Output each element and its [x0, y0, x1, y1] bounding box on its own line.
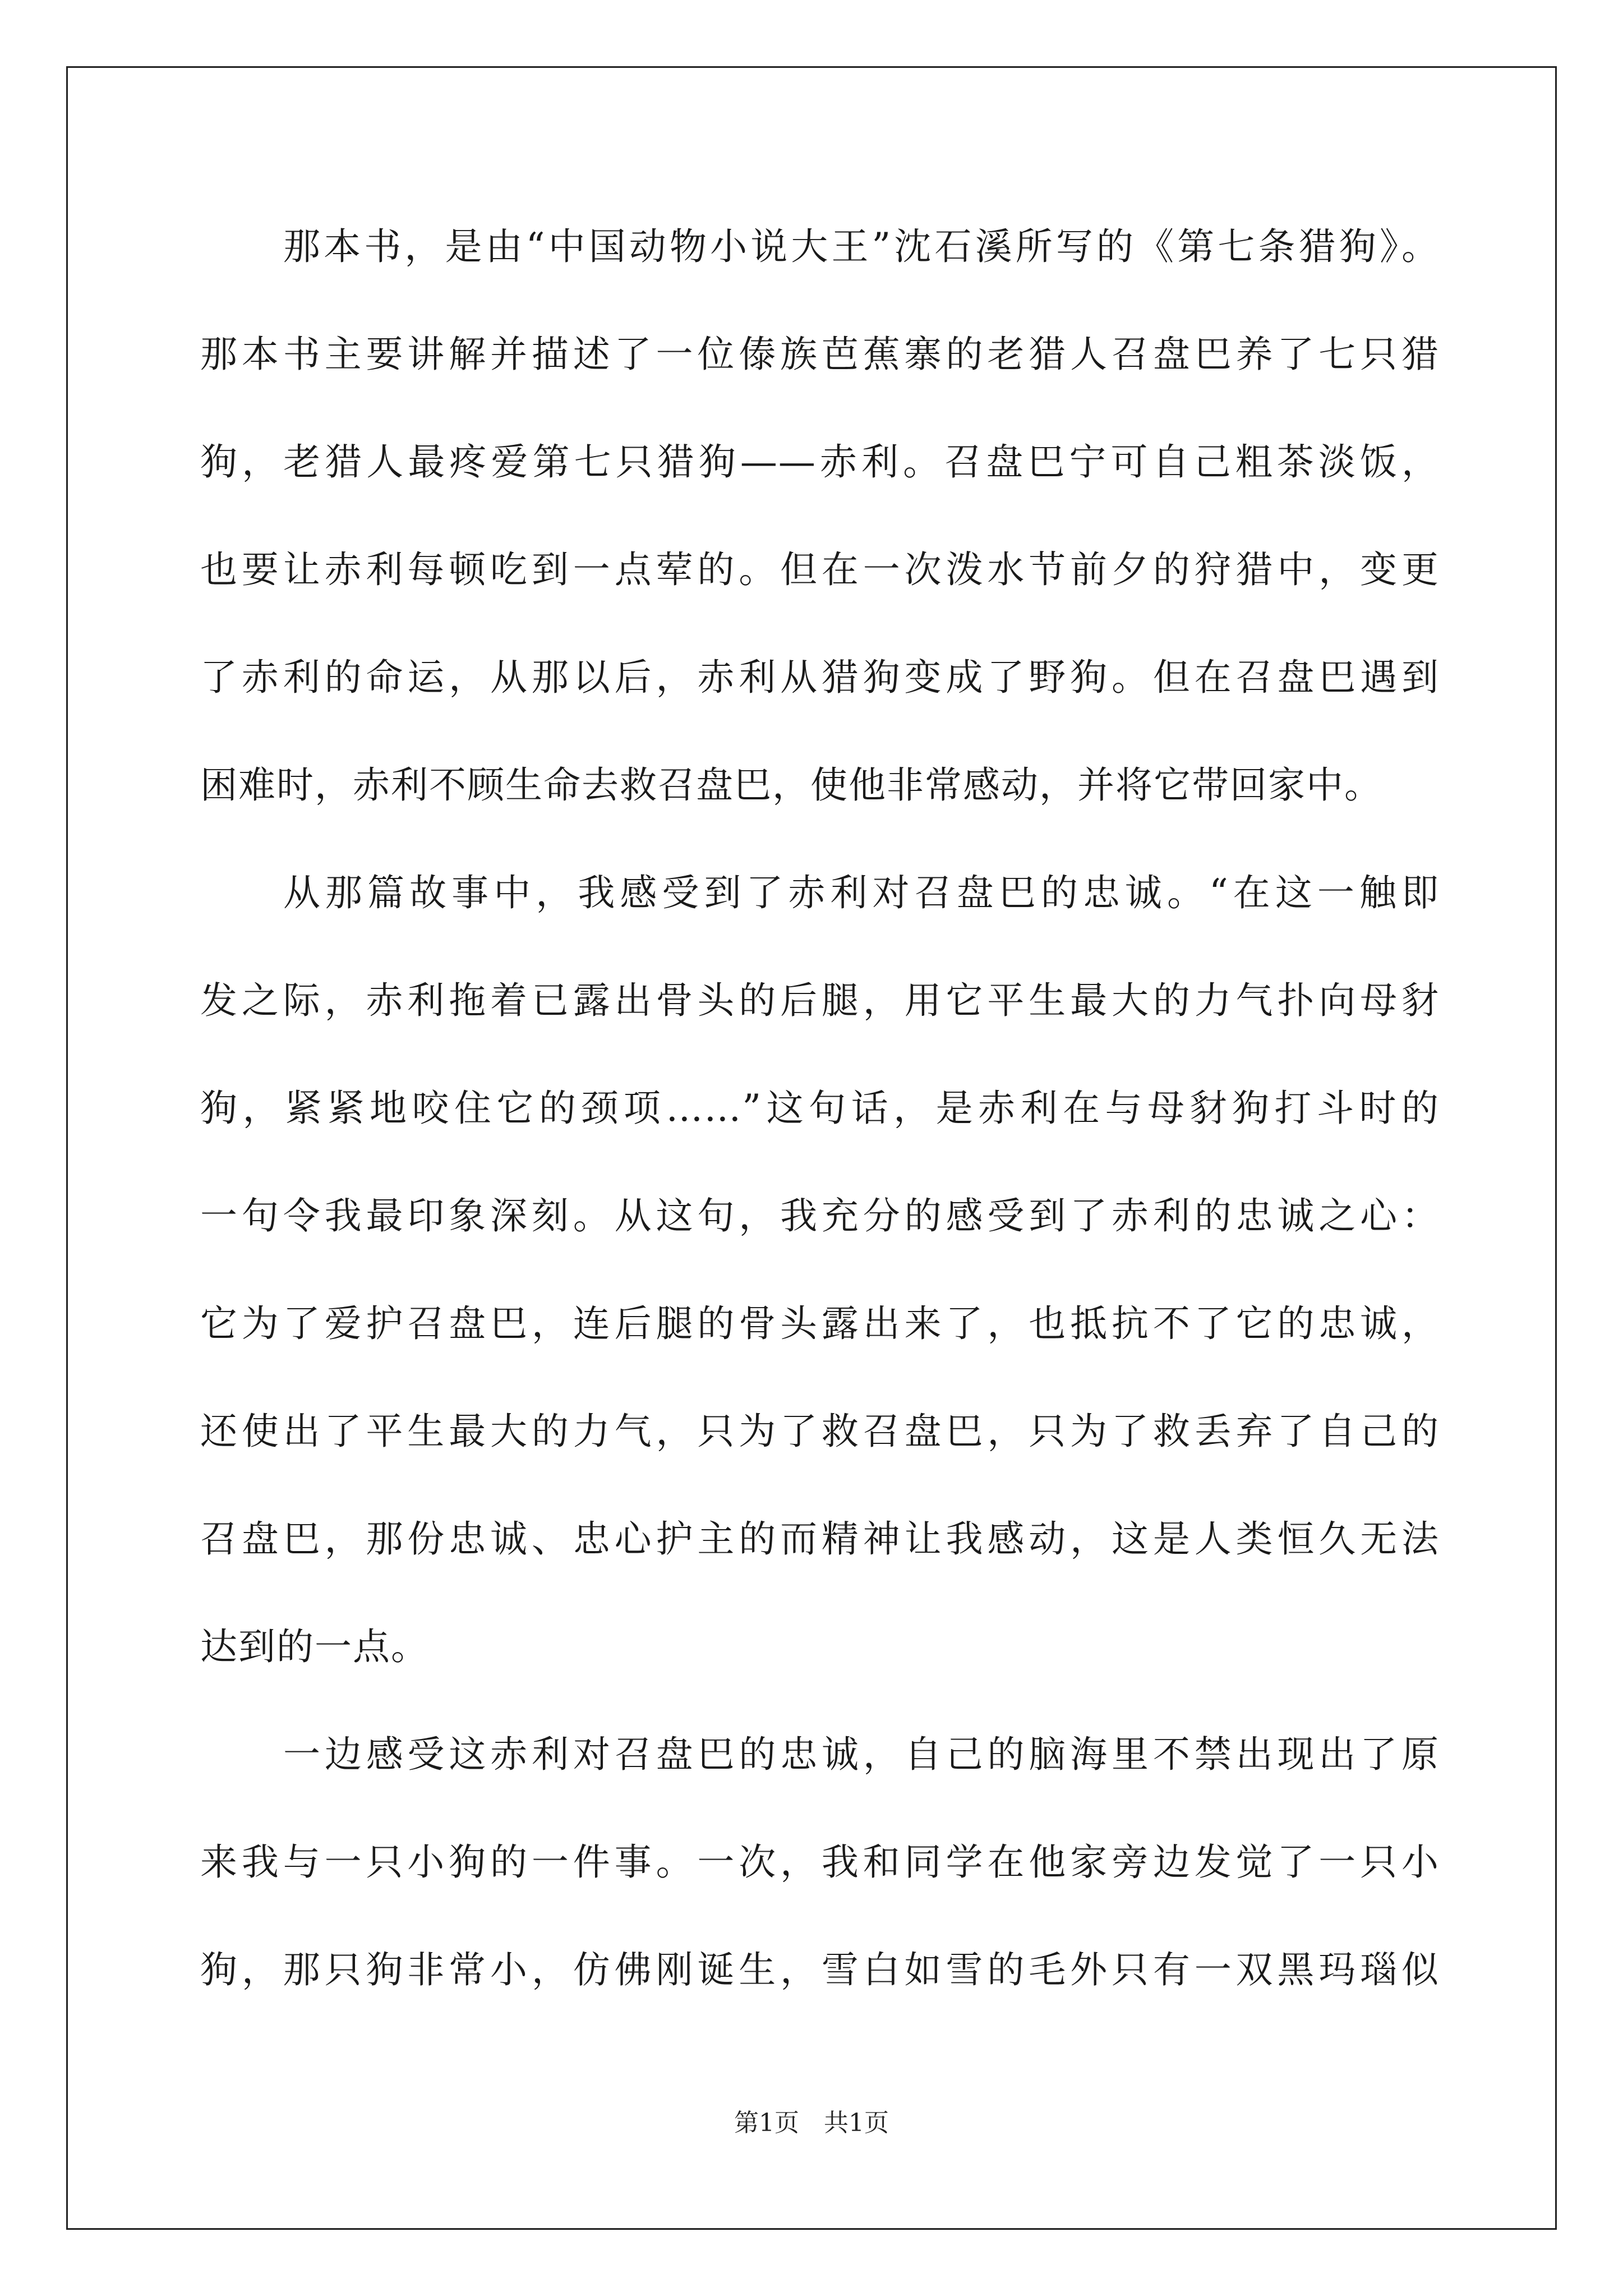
text-line: 也要让赤利每顿吃到一点荤的。但在一次泼水节前夕的狩猎中，变更 [200, 548, 1440, 591]
text-line: 那本书主要讲解并描述了一位傣族芭蕉寨的老猎人召盘巴养了七只猎 [200, 333, 1440, 376]
text-line: 困难时，赤利不顾生命去救召盘巴，使他非常感动，并将它带回家中。 [200, 763, 1382, 807]
text-line: 狗，紧紧地咬住它的颈项……”这句话，是赤利在与母豺狗打斗时的 [200, 1087, 1440, 1130]
text-line: 来我与一只小狗的一件事。一次，我和同学在他家旁边发觉了一只小 [200, 1841, 1440, 1884]
text-line: 发之际，赤利拖着已露出骨头的后腿，用它平生最大的力气扑向母豺 [200, 979, 1440, 1022]
text-line: 狗，那只狗非常小，仿佛刚诞生，雪白如雪的毛外只有一双黑玛瑙似 [200, 1948, 1440, 1991]
text-line: 那本书，是由“中国动物小说大王”沈石溪所写的《第七条猎狗》。 [283, 225, 1440, 268]
text-line: 召盘巴，那份忠诚、忠心护主的而精神让我感动，这是人类恒久无法 [200, 1517, 1440, 1561]
page-number: 第1页 [734, 2109, 799, 2137]
text-line: 一边感受这赤利对召盘巴的忠诚，自己的脑海里不禁出现出了原 [283, 1733, 1440, 1776]
page-footer [0, 2102, 1623, 2138]
text-line: 了赤利的命运，从那以后，赤利从猎狗变成了野狗。但在召盘巴遇到 [200, 656, 1440, 699]
document-body [200, 216, 1440, 2047]
text-line: 达到的一点。 [200, 1625, 429, 1668]
text-line: 还使出了平生最大的力气，只为了救召盘巴，只为了救丢弃了自己的 [200, 1410, 1440, 1453]
text-line: 它为了爱护召盘巴，连后腿的骨头露出来了，也抵抗不了它的忠诚， [200, 1302, 1440, 1345]
text-line: 狗，老猎人最疼爱第七只猎狗——赤利。召盘巴宁可自己粗茶淡饭， [200, 440, 1440, 484]
page-total: 共1页 [824, 2109, 889, 2137]
text-line: 一句令我最印象深刻。从这句，我充分的感受到了赤利的忠诚之心： [200, 1194, 1440, 1237]
text-line: 从那篇故事中，我感受到了赤利对召盘巴的忠诚。“在这一触即 [283, 871, 1440, 914]
